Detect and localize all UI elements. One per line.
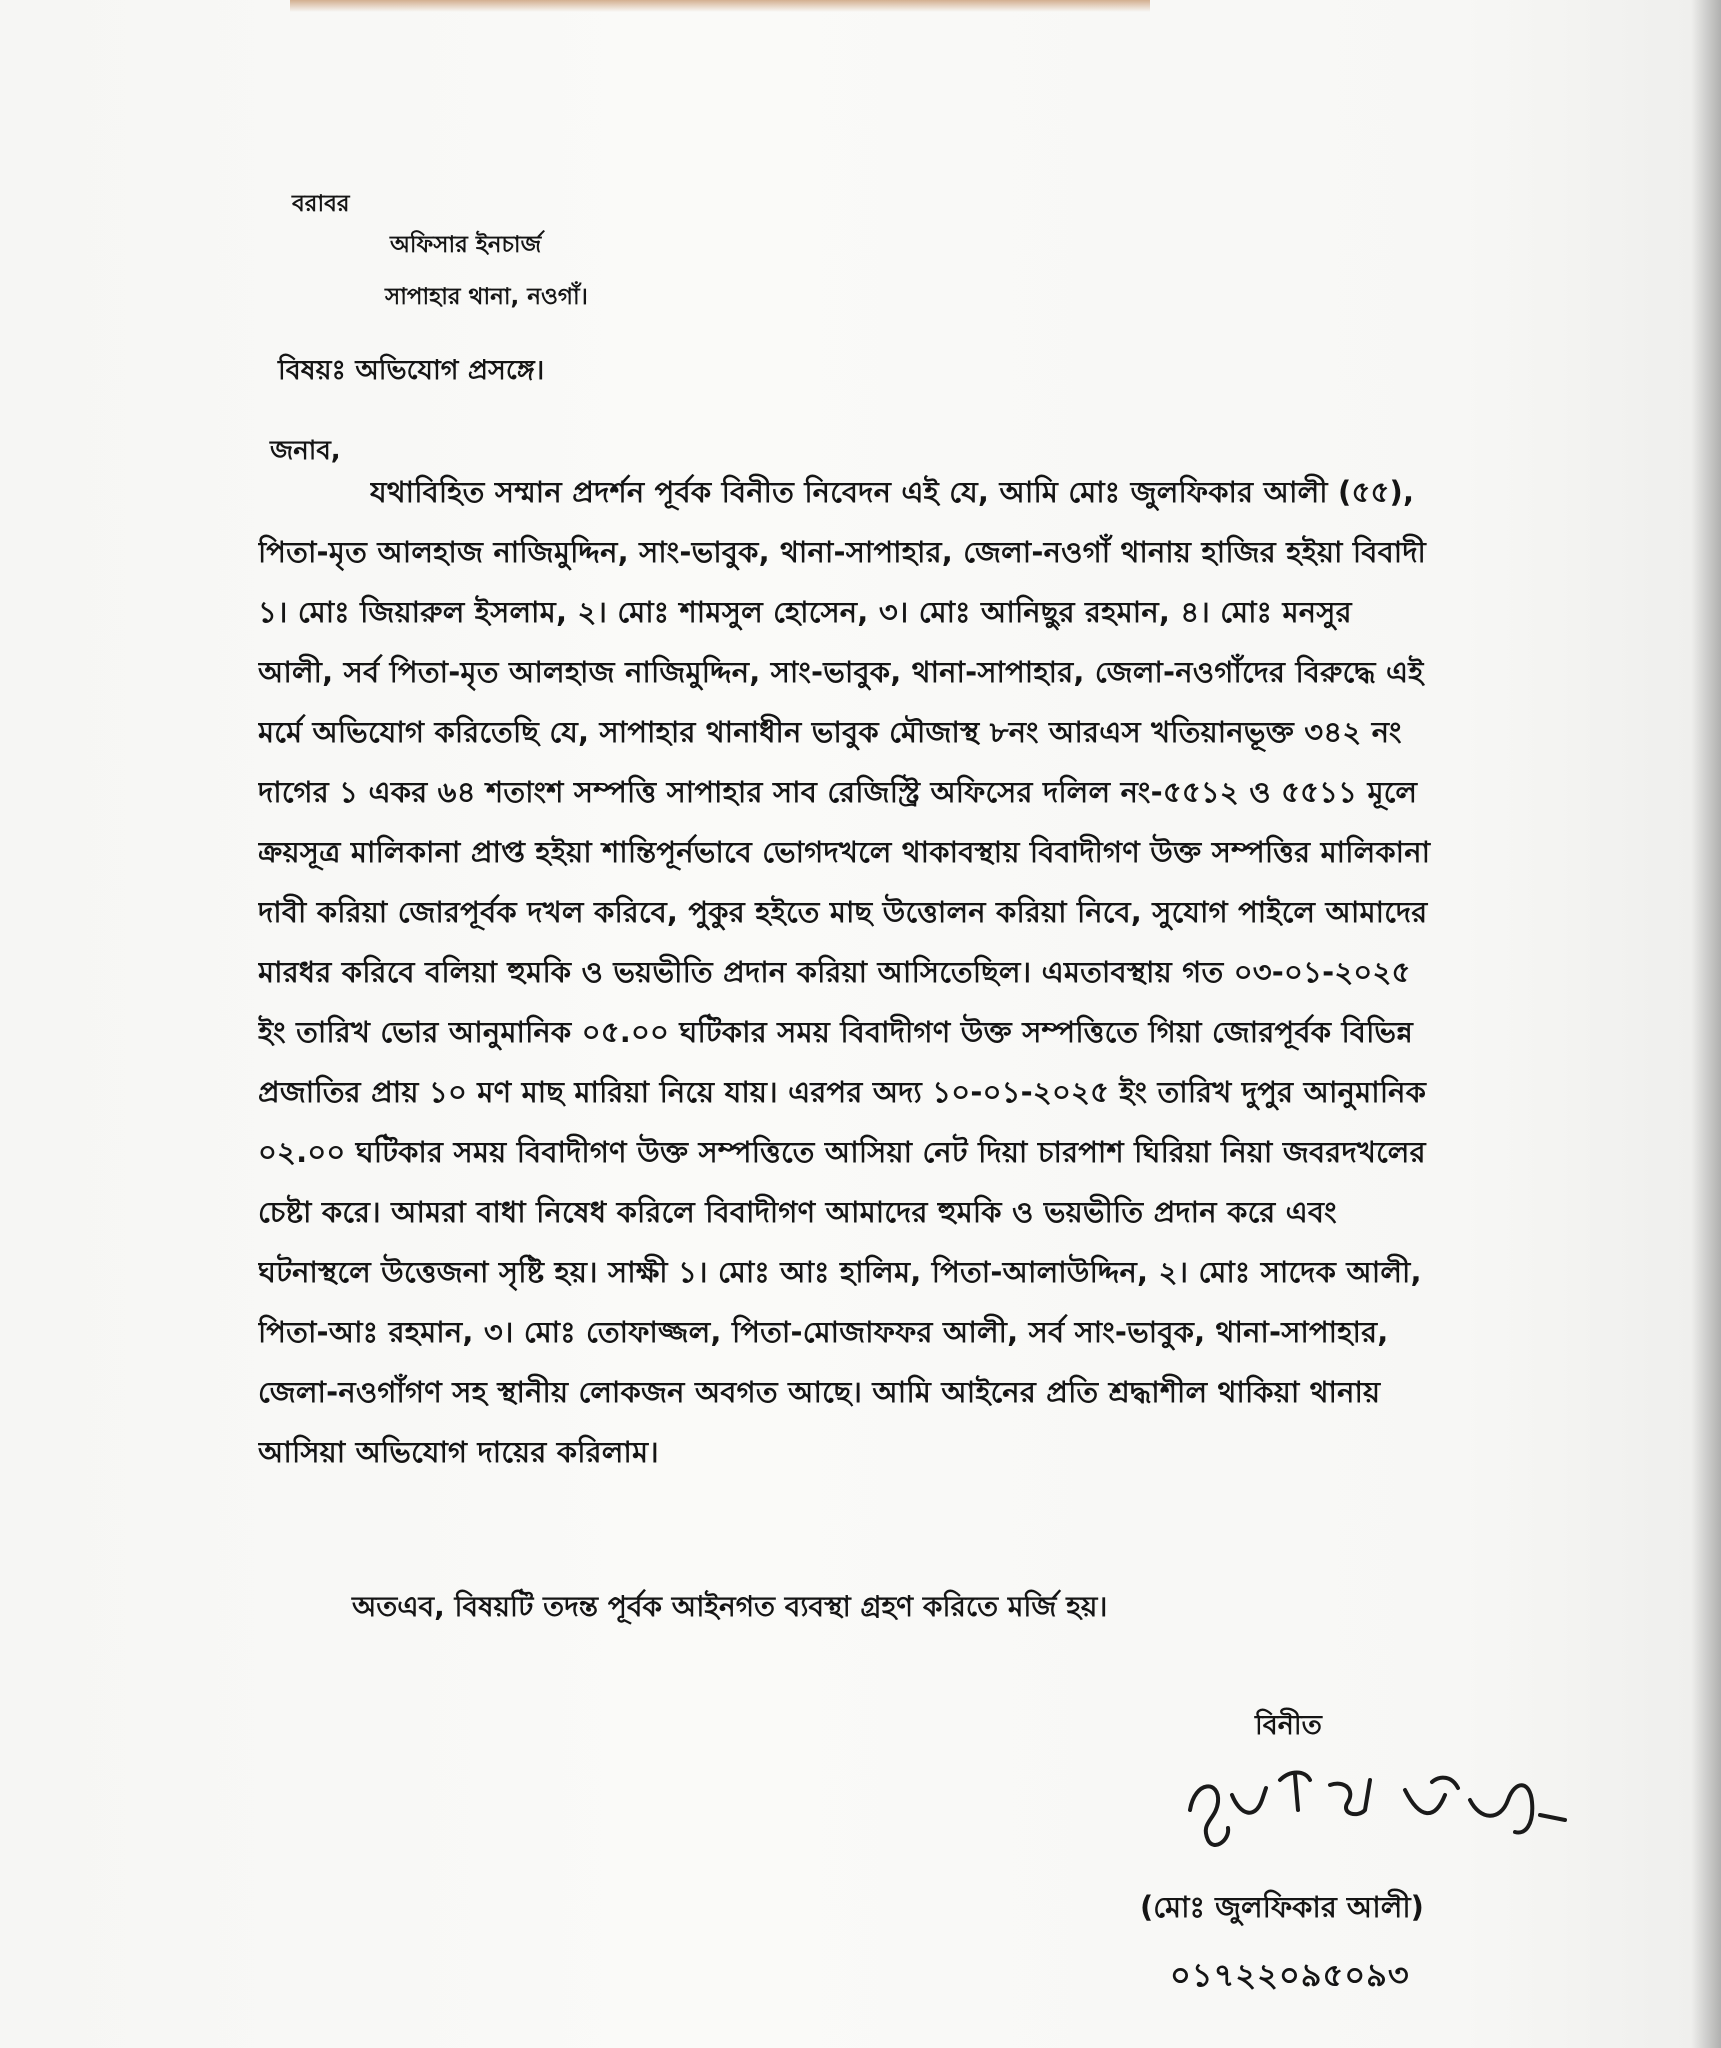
body-line: মর্মে অভিযোগ করিতেছি যে, সাপাহার থানাধীন ভাবুক মৌজাস্থ ৮নং আরএস খতিয়ানভূক্ত ৩৪২ নং (258, 715, 1402, 749)
handwritten-signature (1170, 1740, 1590, 1860)
sender-phone: ০১৭২২০৯৫০৯৩ (1170, 1956, 1410, 1994)
body-line: পিতা-মৃত আলহাজ নাজিমুদ্দিন, সাং-ভাবুক, থানা-সাপাহার, জেলা-নওগাঁ থানায় হাজির হইয়া বিবাদী (258, 535, 1427, 569)
recipient-designation: অফিসার ইনচার্জ (390, 232, 542, 258)
body-line: দাবী করিয়া জোরপূর্বক দখল করিবে, পুকুর হইতে মাছ উত্তোলন করিয়া নিবে, সুযোগ পাইলে আমাদের (258, 895, 1428, 929)
body-line: জেলা-নওগাঁগণ সহ স্থানীয় লোকজন অবগত আছে। আমি আইনের প্রতি শ্রদ্ধাশীল থাকিয়া থানায় (258, 1375, 1381, 1409)
sender-name: (মোঃ জুলফিকার আলী) (1140, 1890, 1424, 1924)
letter-salutation: জনাব, (270, 436, 341, 466)
body-line: আলী, সর্ব পিতা-মৃত আলহাজ নাজিমুদ্দিন, সাং-ভাবুক, থানা-সাপাহার, জেলা-নওগাঁদের বিরুদ্ধে এই (258, 655, 1424, 689)
top-edge-shadow (290, 0, 1150, 12)
body-line: ১। মোঃ জিয়ারুল ইসলাম, ২। মোঃ শামসুল হোসেন, ৩। মোঃ আনিছুর রহমান, ৪। মোঃ মনসুর (258, 595, 1352, 629)
body-line: মারধর করিবে বলিয়া হুমকি ও ভয়ভীতি প্রদান করিয়া আসিতেছিল। এমতাবস্থায় গত ০৩-০১-২০২৫ (258, 955, 1411, 989)
body-line: ঘটনাস্থলে উত্তেজনা সৃষ্টি হয়। সাক্ষী ১। মোঃ আঃ হালিম, পিতা-আলাউদ্দিন, ২। মোঃ সাদেক আলী, (258, 1255, 1422, 1289)
letter-closing: বিনীত (1255, 1710, 1322, 1741)
body-line: ক্রয়সূত্র মালিকানা প্রাপ্ত হইয়া শান্তিপূর্নভাবে ভোগদখলে থাকাবস্থায় বিবাদীগণ উক্ত সম্পত্তির মালিকানা (258, 835, 1431, 869)
letter-subject: বিষয়ঃ অভিযোগ প্রসঙ্গে। (278, 355, 545, 386)
body-line: প্রজাতির প্রায় ১০ মণ মাছ মারিয়া নিয়ে যায়। এরপর অদ্য ১০-০১-২০২৫ ইং তারিখ দুপুর আনুমানিক (258, 1075, 1427, 1109)
body-line: পিতা-আঃ রহমান, ৩। মোঃ তোফাজ্জল, পিতা-মোজাফফর আলী, সর্ব সাং-ভাবুক, থানা-সাপাহার, (258, 1315, 1389, 1349)
body-line: ইং তারিখ ভোর আনুমানিক ০৫.০০ ঘটিকার সময় বিবাদীগণ উক্ত সম্পত্তিতে গিয়া জোরপূর্বক বিভিন্ন (258, 1015, 1413, 1049)
right-edge-shadow (1691, 0, 1721, 2048)
body-line: চেষ্টা করে। আমরা বাধা নিষেধ করিলে বিবাদীগণ আমাদের হুমকি ও ভয়ভীতি প্রদান করে এবং (258, 1195, 1337, 1229)
recipient-office: সাপাহার থানা, নওগাঁ। (385, 284, 588, 310)
body-line: ০২.০০ ঘটিকার সময় বিবাদীগণ উক্ত সম্পত্তিতে আসিয়া নেট দিয়া চারপাশ ঘিরিয়া নিয়া জবরদখলের (258, 1135, 1426, 1169)
body-line: আসিয়া অভিযোগ দায়ের করিলাম। (258, 1435, 659, 1469)
letter-conclusion: অতএব, বিষয়টি তদন্ত পূর্বক আইনগত ব্যবস্থা গ্রহণ করিতে মর্জি হয়। (352, 1590, 1108, 1623)
body-line: দাগের ১ একর ৬৪ শতাংশ সম্পত্তি সাপাহার সাব রেজিস্ট্রি অফিসের দলিল নং-৫৫১২ ও ৫৫১১ মূলে (258, 775, 1418, 809)
recipient-to: বরাবর (292, 191, 350, 217)
body-line: যথাবিহিত সম্মান প্রদর্শন পূর্বক বিনীত নিবেদন এই যে, আমি মোঃ জুলফিকার আলী (৫৫), (370, 475, 1415, 509)
